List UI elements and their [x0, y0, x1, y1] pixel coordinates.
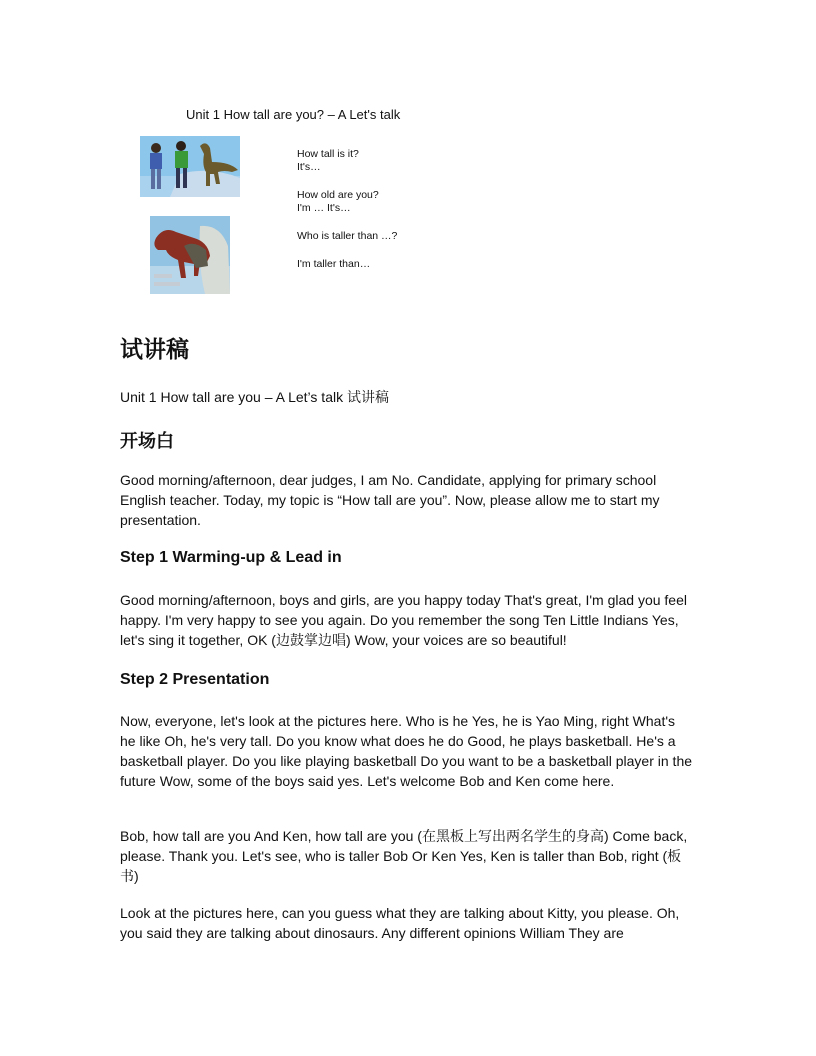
slide-title: Unit 1 How tall are you? – A Let's talk — [186, 107, 401, 122]
phrase-im-its: I'm … It's… — [297, 202, 351, 214]
step1-paragraph: Good morning/afternoon, boys and girls, are you happy today That's great, I'm glad you feel happy. I'm very happy to see you again. Do you remember the song Ten Little Indians Yes, let's sing it together, OK (边鼓掌边唱) Wow, your voices are so beautiful! — [120, 592, 687, 648]
dinosaur-picture — [150, 216, 230, 294]
step2-paragraph-2: Bob, how tall are you And Ken, how tall are you (在黑板上写出两名学生的身高) Come back, please. Thank you. Let's see, who is taller Bob Or Ken Yes, Ken is taller than Bob, right (板书) — [120, 828, 688, 884]
phrase-its: It's… — [297, 161, 321, 173]
document-subtitle: Unit 1 How tall are you – A Let’s talk 试讲稿 — [120, 389, 389, 405]
phrase-im-taller: I'm taller than… — [297, 258, 371, 270]
phrase-how-tall: How tall is it? — [297, 148, 359, 160]
step2-paragraph-1: Now, everyone, let's look at the pictures here. Who is he Yes, he is Yao Ming, right What's he like Oh, he's very tall. Do you know what does he do Good, he plays basketball. He's a basketball player. Do you like playing basketball Do you want to be a basketball player in the future Wow, some of the boys said yes. Let's welcome Bob and Ken come here. — [120, 713, 693, 789]
opening-heading: 开场白 — [120, 431, 174, 452]
phrase-who-is-taller: Who is taller than …? — [297, 230, 398, 242]
opening-paragraph: Good morning/afternoon, dear judges, I am No. Candidate, applying for primary school English teacher. Today, my topic is “How tall are you”. Now, please allow me to start my presentation. — [120, 472, 660, 528]
document-title: 试讲稿 — [120, 337, 189, 363]
step2-paragraph-3: Look at the pictures here, can you guess what they are talking about Kitty, you please. Oh, you said they are talking about dinosaurs. Any different opinions William They are — [120, 905, 680, 941]
step2-heading: Step 2 Presentation — [120, 671, 270, 688]
boys-dinosaur-picture — [140, 136, 240, 197]
step1-heading: Step 1 Warming-up & Lead in — [120, 549, 342, 566]
key-phrases — [297, 148, 397, 271]
phrase-how-old: How old are you? — [297, 189, 379, 201]
